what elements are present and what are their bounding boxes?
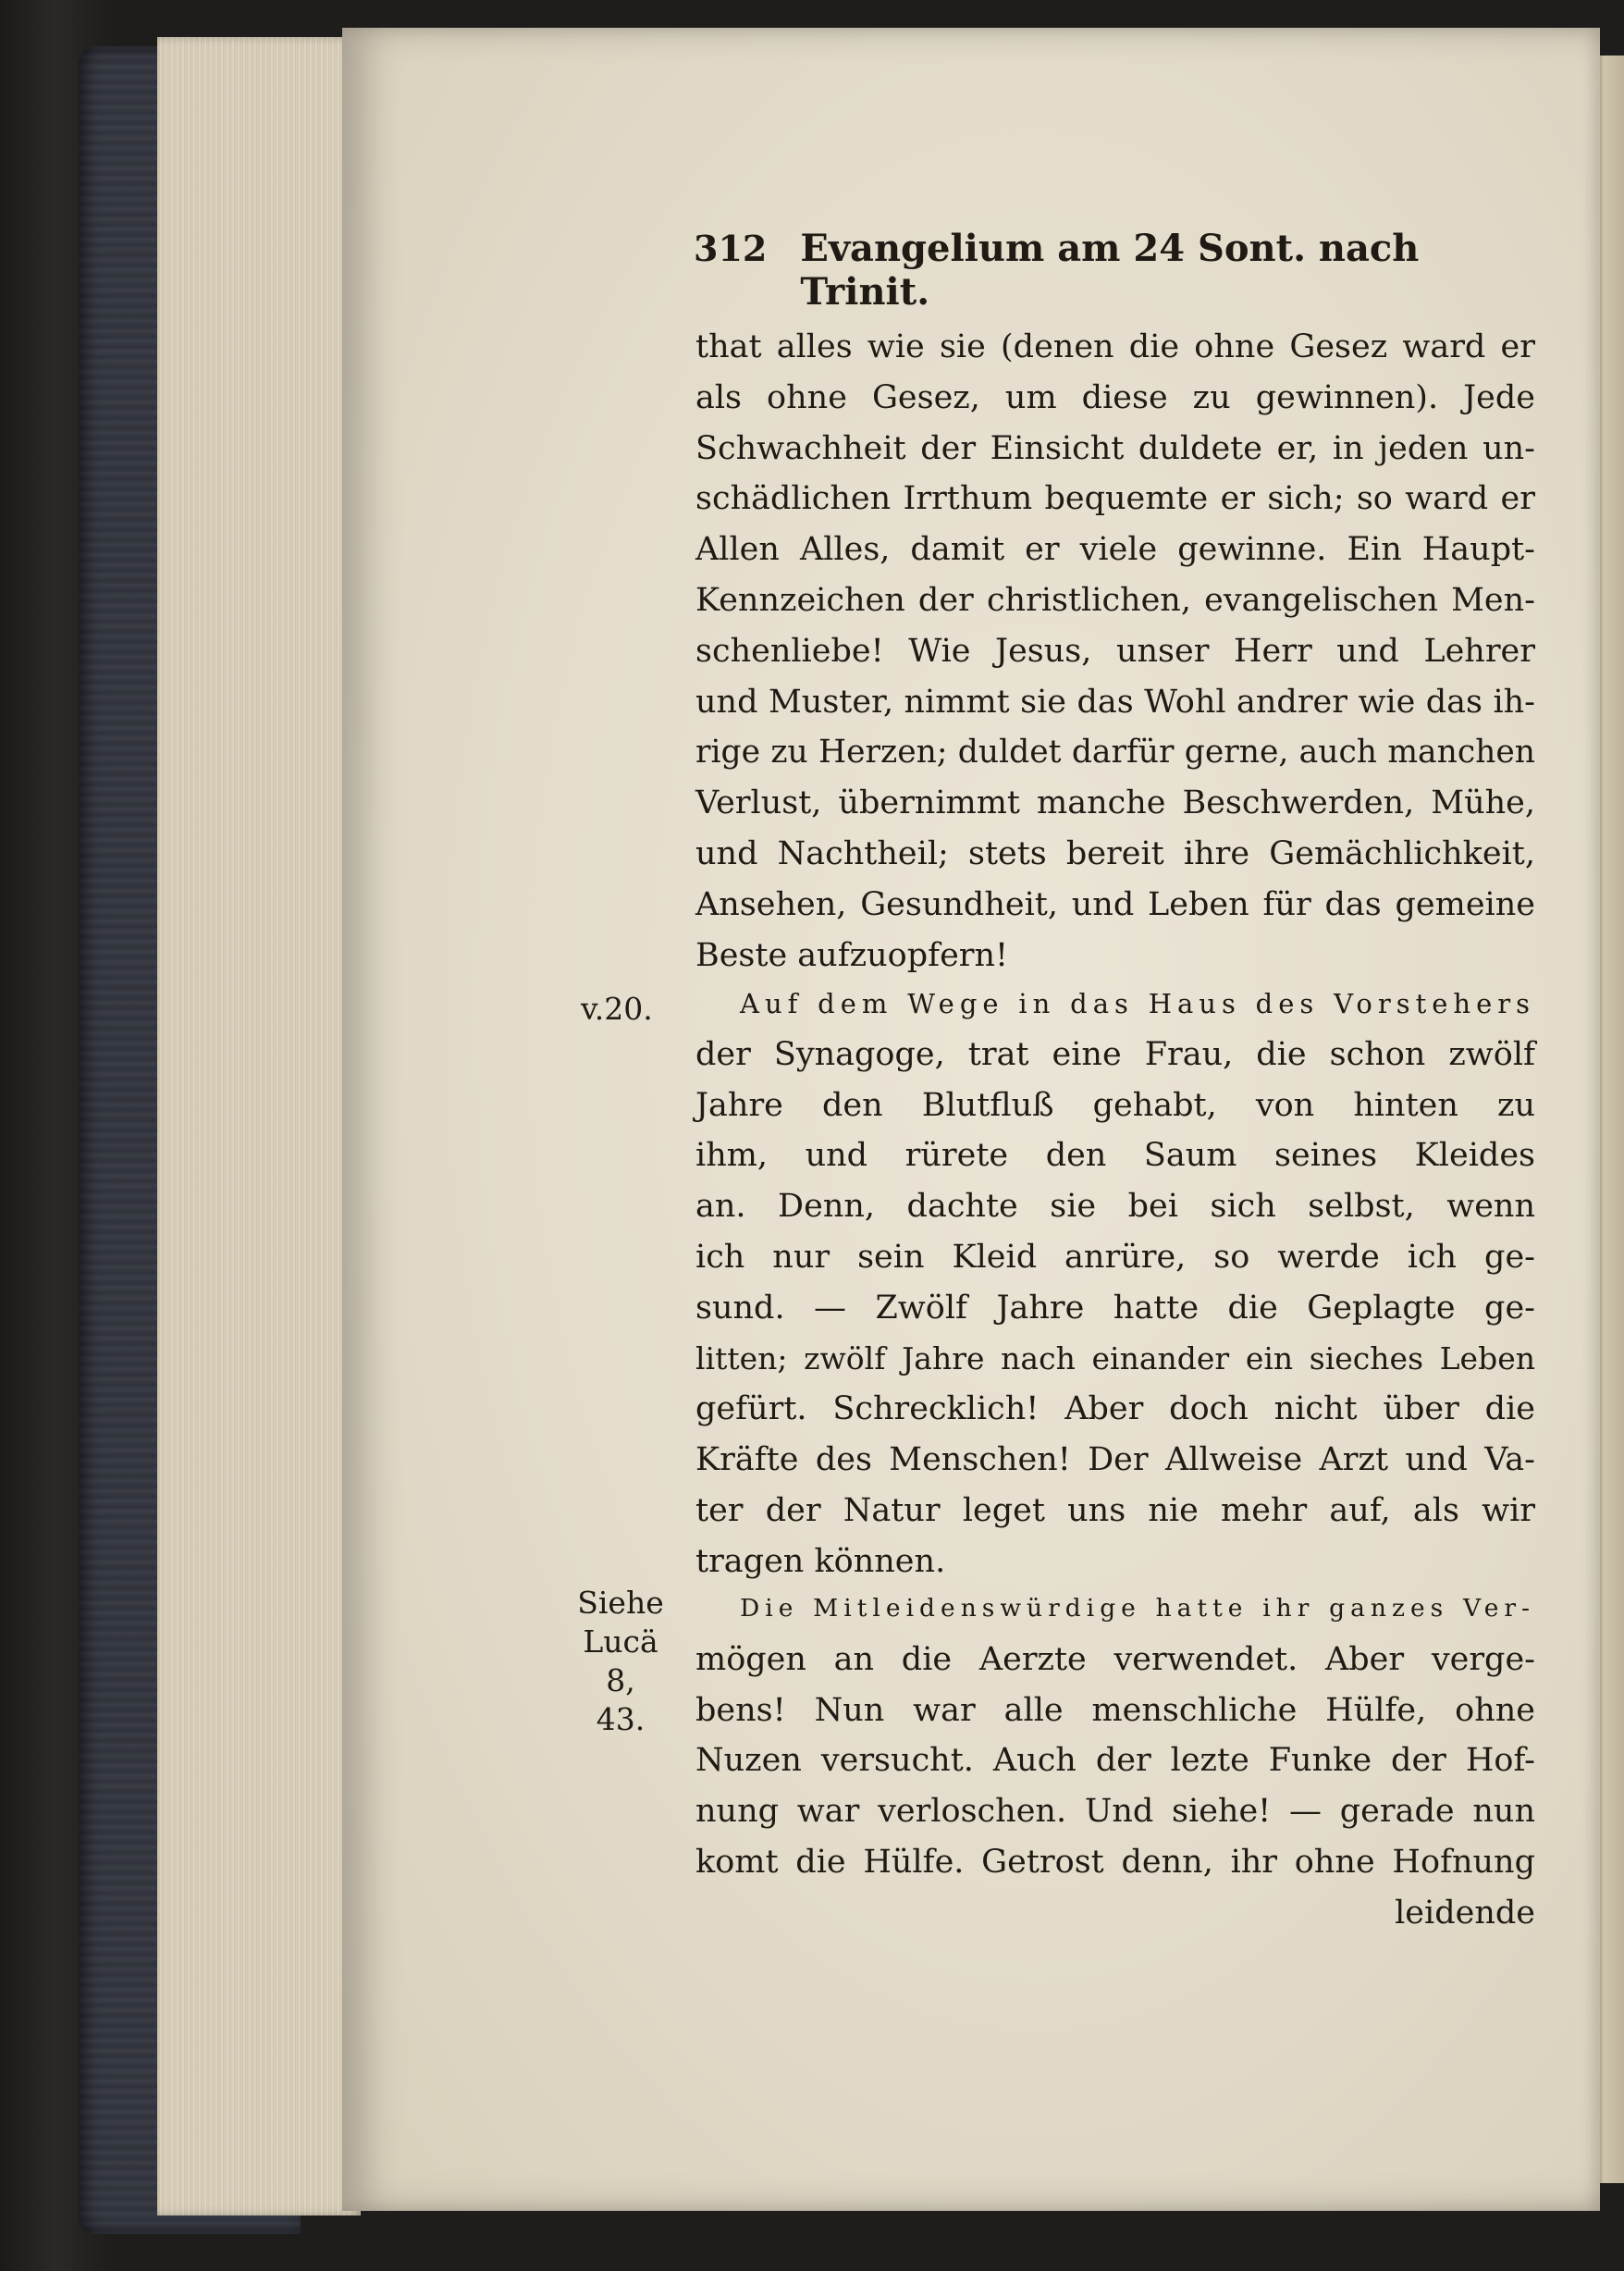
text-line: nung war verloschen. Und siehe! — gerade nun xyxy=(695,1793,1535,1831)
paragraph-2 xyxy=(695,979,1535,1587)
text-line: komt die Hülfe. Getrost denn, ihr ohne Hofnung xyxy=(695,1843,1535,1881)
text-line: Kennzeichen der christlichen, evangelischen Men- xyxy=(695,581,1535,619)
text-line: ihm, und rürete den Saum seines Kleides xyxy=(695,1137,1535,1175)
text-line: an. Denn, dachte sie bei sich selbst, wenn xyxy=(695,1188,1535,1226)
text-line: sund. — Zwölf Jahre hatte die Geplagte ge- xyxy=(695,1289,1535,1327)
verse-reference: v.20. xyxy=(581,991,653,1027)
text-line: Ansehen, Gesundheit, und Leben für das gemeine xyxy=(695,885,1535,923)
text-line: Schwachheit der Einsicht duldete er, in jeden un- xyxy=(695,429,1535,467)
text-line: Jahre den Blutfluß gehabt, von hinten zu xyxy=(695,1086,1535,1124)
cross-reference-line: Siehe xyxy=(577,1585,664,1621)
text-line: schenliebe! Wie Jesus, unser Herr und Lehrer xyxy=(695,632,1535,670)
text-line: rige zu Herzen; duldet darfür gerne, auch manchen xyxy=(695,734,1535,771)
text-line: mögen an die Aerzte verwendet. Aber verge- xyxy=(695,1640,1535,1678)
page-number: 312 xyxy=(694,228,768,269)
text-line: als ohne Gesez, um diese zu gewinnen). Jede xyxy=(695,378,1535,416)
page-edges xyxy=(157,37,361,2215)
text-line: und Muster, nimmt sie das Wohl andrer wie das ih- xyxy=(695,683,1535,721)
running-header xyxy=(694,227,1535,314)
text-line: bens! Nun war alle menschliche Hülfe, ohne xyxy=(695,1691,1535,1729)
paragraph-3 xyxy=(695,1584,1535,1939)
text-line: Die Mitleidenswürdige hatte ihr ganzes Ver- xyxy=(740,1594,1535,1623)
cross-reference xyxy=(566,1584,675,1739)
text-line: schädlichen Irrthum bequemte er sich; so ward er xyxy=(695,480,1535,518)
cross-reference-line: 43. xyxy=(596,1701,646,1737)
text-line: tragen können. xyxy=(695,1542,946,1580)
text-line: Beste aufzuopfern! xyxy=(695,936,1009,974)
text-line: that alles wie sie (denen die ohne Gesez ward er xyxy=(695,328,1535,365)
text-line: Nuzen versucht. Auch der lezte Funke der Hof- xyxy=(695,1742,1535,1780)
text-line: Verlust, übernimmt manche Beschwerden, Mühe, xyxy=(695,784,1535,822)
cross-reference-line: Lucä 8, xyxy=(583,1623,658,1698)
text-line: und Nachtheil; stets bereit ihre Gemächlichkeit, xyxy=(695,834,1535,872)
running-head-title: Evangelium am 24 Sont. nach Trinit. xyxy=(800,227,1420,314)
text-line: der Synagoge, trat eine Frau, die schon zwölf xyxy=(695,1035,1535,1073)
text-line: Allen Alles, damit er viele gewinne. Ein Haupt- xyxy=(695,531,1535,569)
paragraph-1 xyxy=(695,322,1535,981)
text-line: ter der Natur leget uns nie mehr auf, als wir xyxy=(695,1491,1535,1529)
text-line: Auf dem Wege in das Haus des Vorstehers xyxy=(740,988,1535,1019)
catchword: leidende xyxy=(1395,1894,1535,1932)
text-line: litten; zwölf Jahre nach einander ein sieches Leben xyxy=(695,1339,1535,1376)
text-line: ich nur sein Kleid anrüre, so werde ich ge- xyxy=(695,1238,1535,1276)
text-line: gefürt. Schrecklich! Aber doch nicht über die xyxy=(695,1390,1535,1428)
text-line: Kräfte des Menschen! Der Allweise Arzt und Va- xyxy=(695,1441,1535,1479)
